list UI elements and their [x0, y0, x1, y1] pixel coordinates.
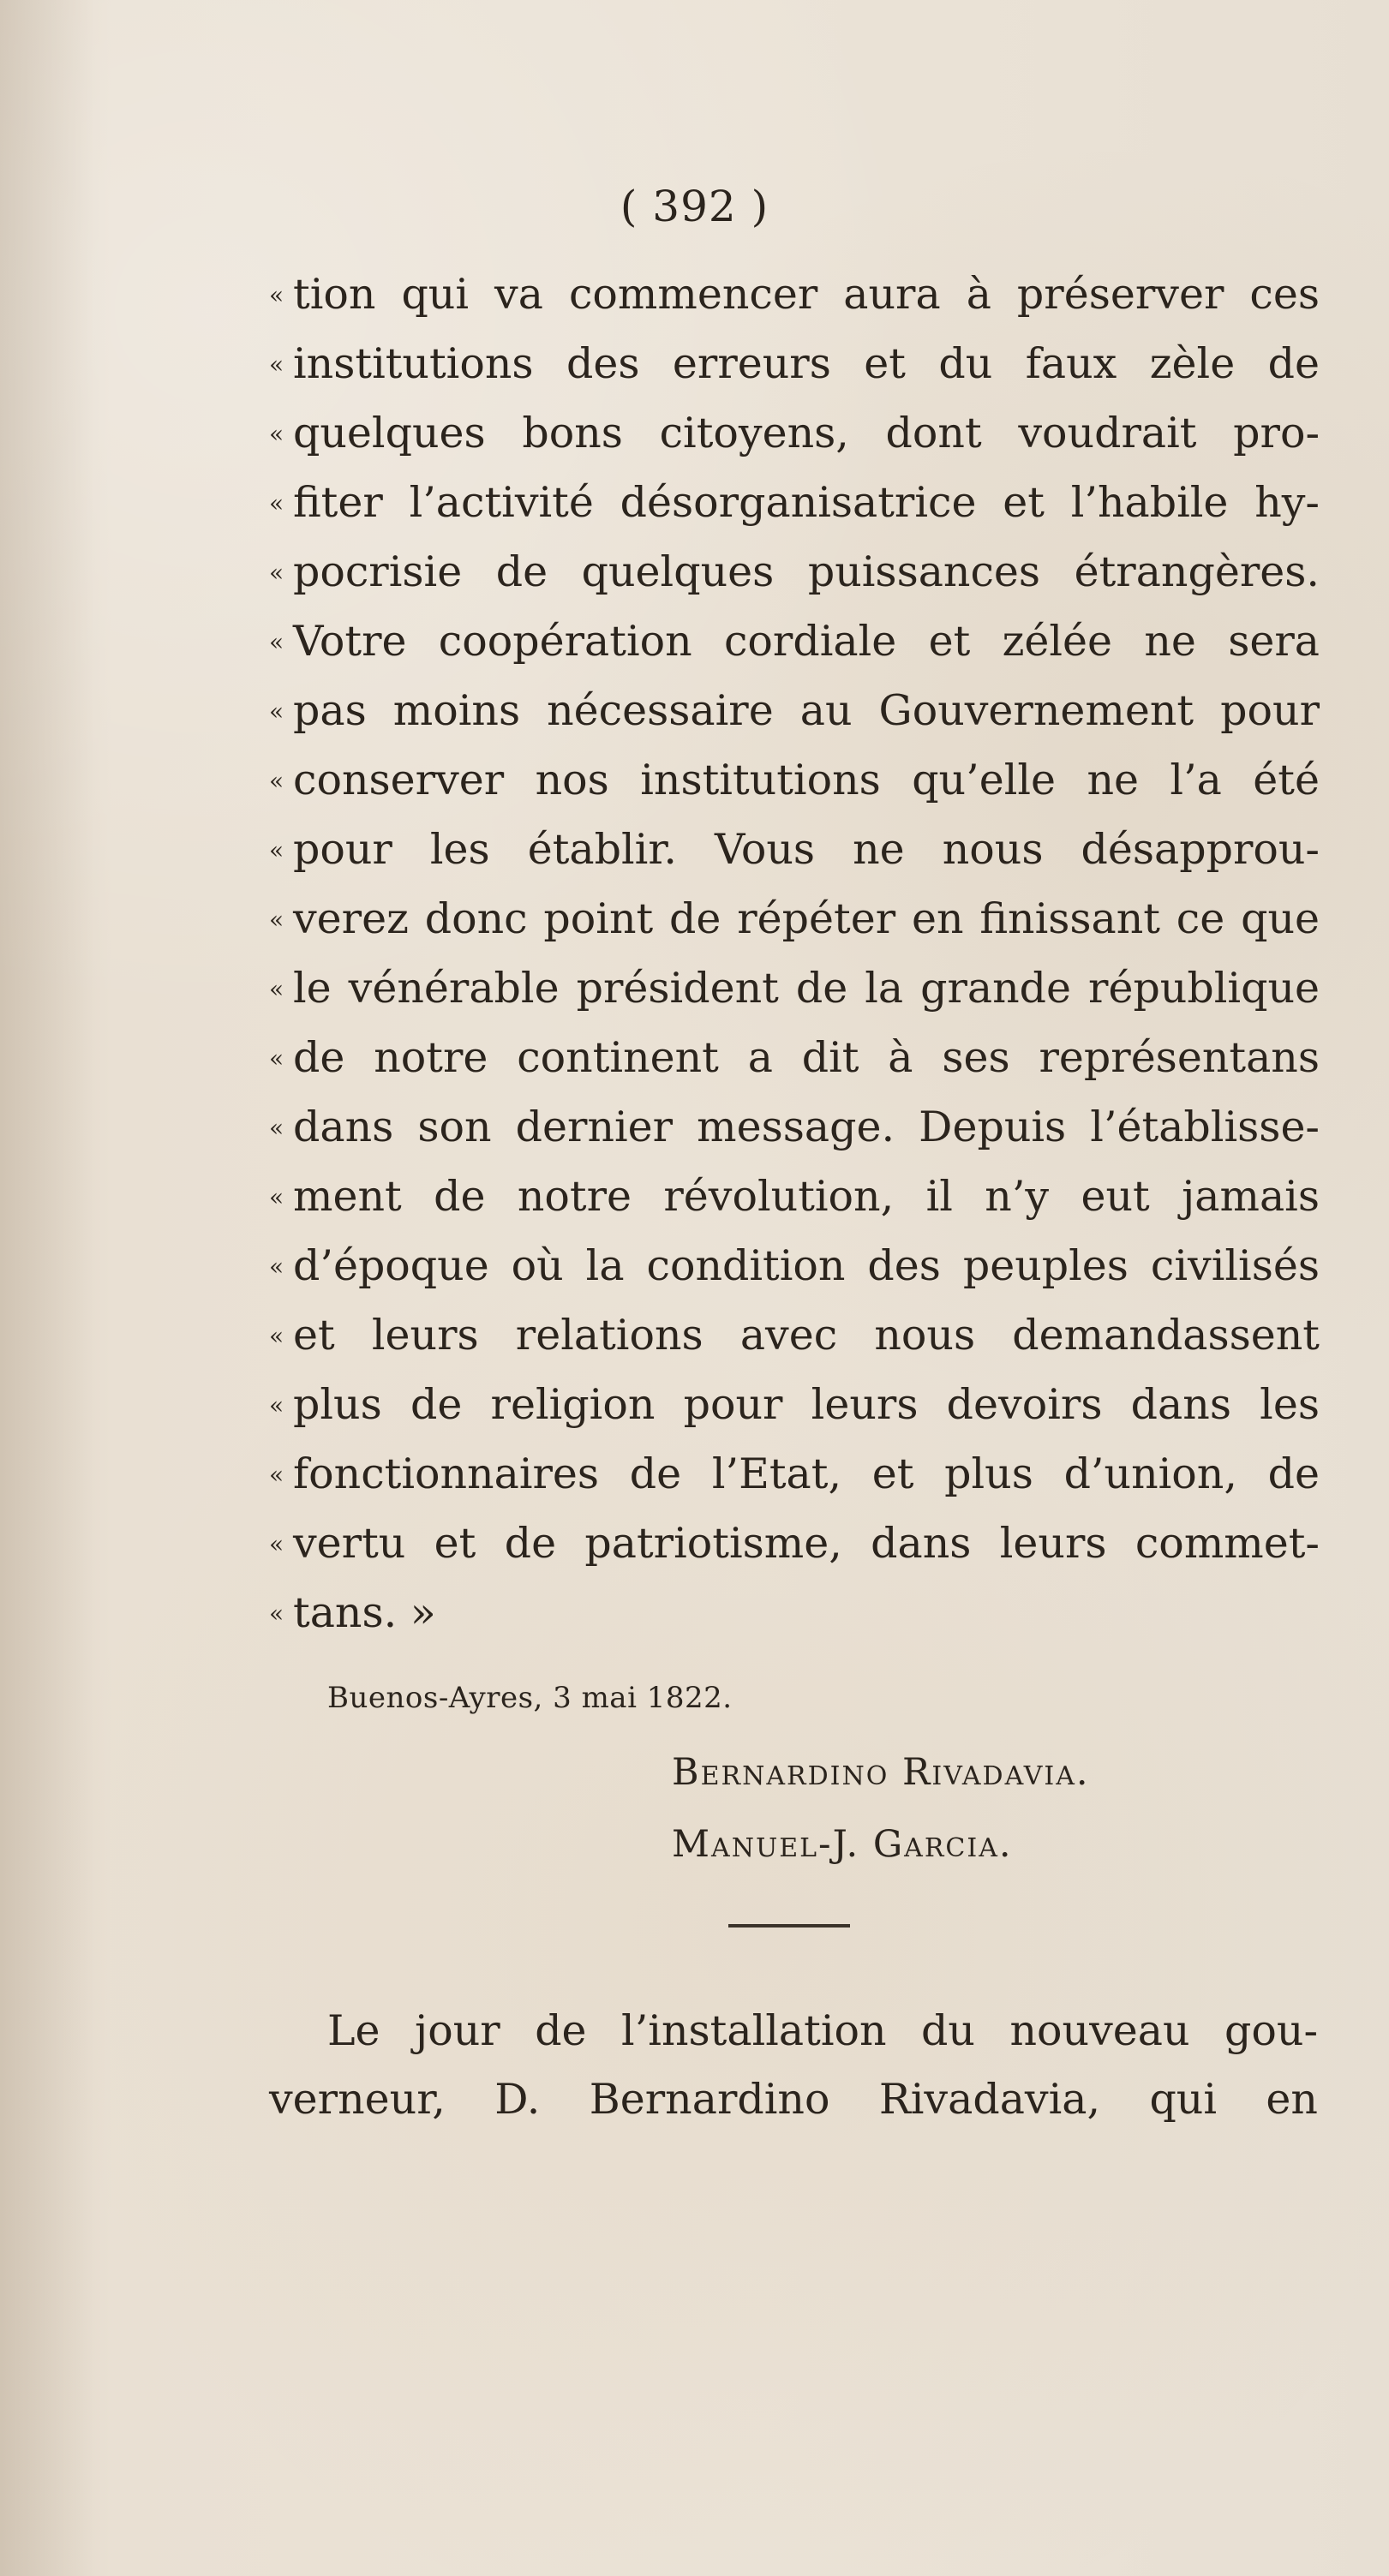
guillemet-mark: «	[269, 905, 284, 934]
text-line	[269, 1162, 1320, 1231]
text-line	[269, 607, 1320, 676]
guillemet-mark: «	[269, 767, 284, 795]
guillemet-mark: «	[269, 1391, 284, 1419]
line-text: d’époque où la condition des peuples civilisés	[293, 1241, 1320, 1290]
text-line	[269, 1231, 1320, 1300]
guillemet-mark: «	[269, 1114, 284, 1142]
line-text: dans son dernier message. Depuis l’établisse-	[293, 1103, 1320, 1151]
line-text: verez donc point de répéter en finissant ce que	[293, 894, 1320, 943]
guillemet-mark: «	[269, 1461, 284, 1489]
line-text: pour les établir. Vous ne nous désapprou-	[293, 825, 1320, 874]
line-text: de notre continent a dit à ses représentans	[293, 1033, 1320, 1082]
text-line	[269, 676, 1320, 745]
guillemet-mark: «	[269, 1599, 284, 1628]
line-text: tans. »	[293, 1588, 436, 1637]
quoted-text-block	[269, 260, 1320, 1647]
guillemet-mark: «	[269, 281, 284, 309]
text-line	[269, 260, 1320, 329]
page-number: ( 392 )	[620, 182, 769, 231]
signature-garcia: Manuel-J. Garcia.	[672, 1823, 1013, 1866]
line-text: et leurs relations avec nous demandassent	[293, 1311, 1320, 1360]
guillemet-mark: «	[269, 559, 284, 587]
guillemet-mark: «	[269, 350, 284, 379]
guillemet-mark: «	[269, 628, 284, 656]
guillemet-mark: «	[269, 1183, 284, 1211]
line-text: conserver nos institutions qu’elle ne l’a été	[293, 756, 1320, 804]
line-text: fonctionnaires de l’Etat, et plus d’union, de	[293, 1449, 1320, 1498]
guillemet-mark: «	[269, 1252, 284, 1281]
line-text: fiter l’activité désorganisatrice et l’habile hy-	[293, 478, 1320, 527]
text-line	[269, 329, 1320, 398]
line-text: quelques bons citoyens, dont voudrait pro-	[293, 409, 1320, 457]
section-divider	[728, 1924, 850, 1928]
paragraph-line-text: verneur, D. Bernardino Rivadavia, qui en	[269, 2075, 1318, 2124]
text-line	[269, 1300, 1320, 1370]
guillemet-mark: «	[269, 1322, 284, 1350]
line-text: pocrisie de quelques puissances étrangères.	[293, 547, 1320, 596]
text-line	[269, 745, 1320, 815]
line-text: plus de religion pour leurs devoirs dans les	[293, 1380, 1320, 1429]
text-line	[269, 468, 1320, 537]
text-line	[269, 1092, 1320, 1162]
line-text: vertu et de patriotisme, dans leurs commet-	[293, 1519, 1320, 1568]
line-text: institutions des erreurs et du faux zèle de	[293, 339, 1320, 388]
text-line	[269, 815, 1320, 884]
line-text: le vénérable président de la grande république	[293, 964, 1320, 1013]
page-edge-shadow	[0, 0, 94, 2576]
guillemet-mark: «	[269, 697, 284, 726]
guillemet-mark: «	[269, 1044, 284, 1073]
line-text: pas moins nécessaire au Gouvernement pour	[293, 686, 1320, 735]
guillemet-mark: «	[269, 975, 284, 1003]
text-line	[269, 1023, 1320, 1092]
place-date: Buenos-Ayres, 3 mai 1822.	[327, 1681, 733, 1715]
guillemet-mark: «	[269, 489, 284, 517]
text-line	[269, 884, 1320, 953]
text-line	[269, 398, 1320, 468]
paragraph-line-text: Le jour de l’installation du nouveau gou-	[327, 2006, 1318, 2055]
text-line	[269, 953, 1320, 1023]
guillemet-mark: «	[269, 420, 284, 448]
paragraph-line	[327, 1996, 1318, 2065]
text-line	[269, 1578, 1320, 1647]
text-line	[269, 537, 1320, 607]
line-text: Votre coopération cordiale et zélée ne sera	[293, 617, 1320, 666]
text-line	[269, 1509, 1320, 1578]
text-line	[269, 1439, 1320, 1509]
line-text: tion qui va commencer aura à préserver ces	[293, 270, 1320, 319]
guillemet-mark: «	[269, 1530, 284, 1558]
guillemet-mark: «	[269, 836, 284, 864]
line-text: ment de notre révolution, il n’y eut jamais	[293, 1172, 1320, 1221]
text-line	[269, 1370, 1320, 1439]
signature-rivadavia: Bernardino Rivadavia.	[672, 1751, 1090, 1794]
paragraph-line	[269, 2065, 1318, 2134]
